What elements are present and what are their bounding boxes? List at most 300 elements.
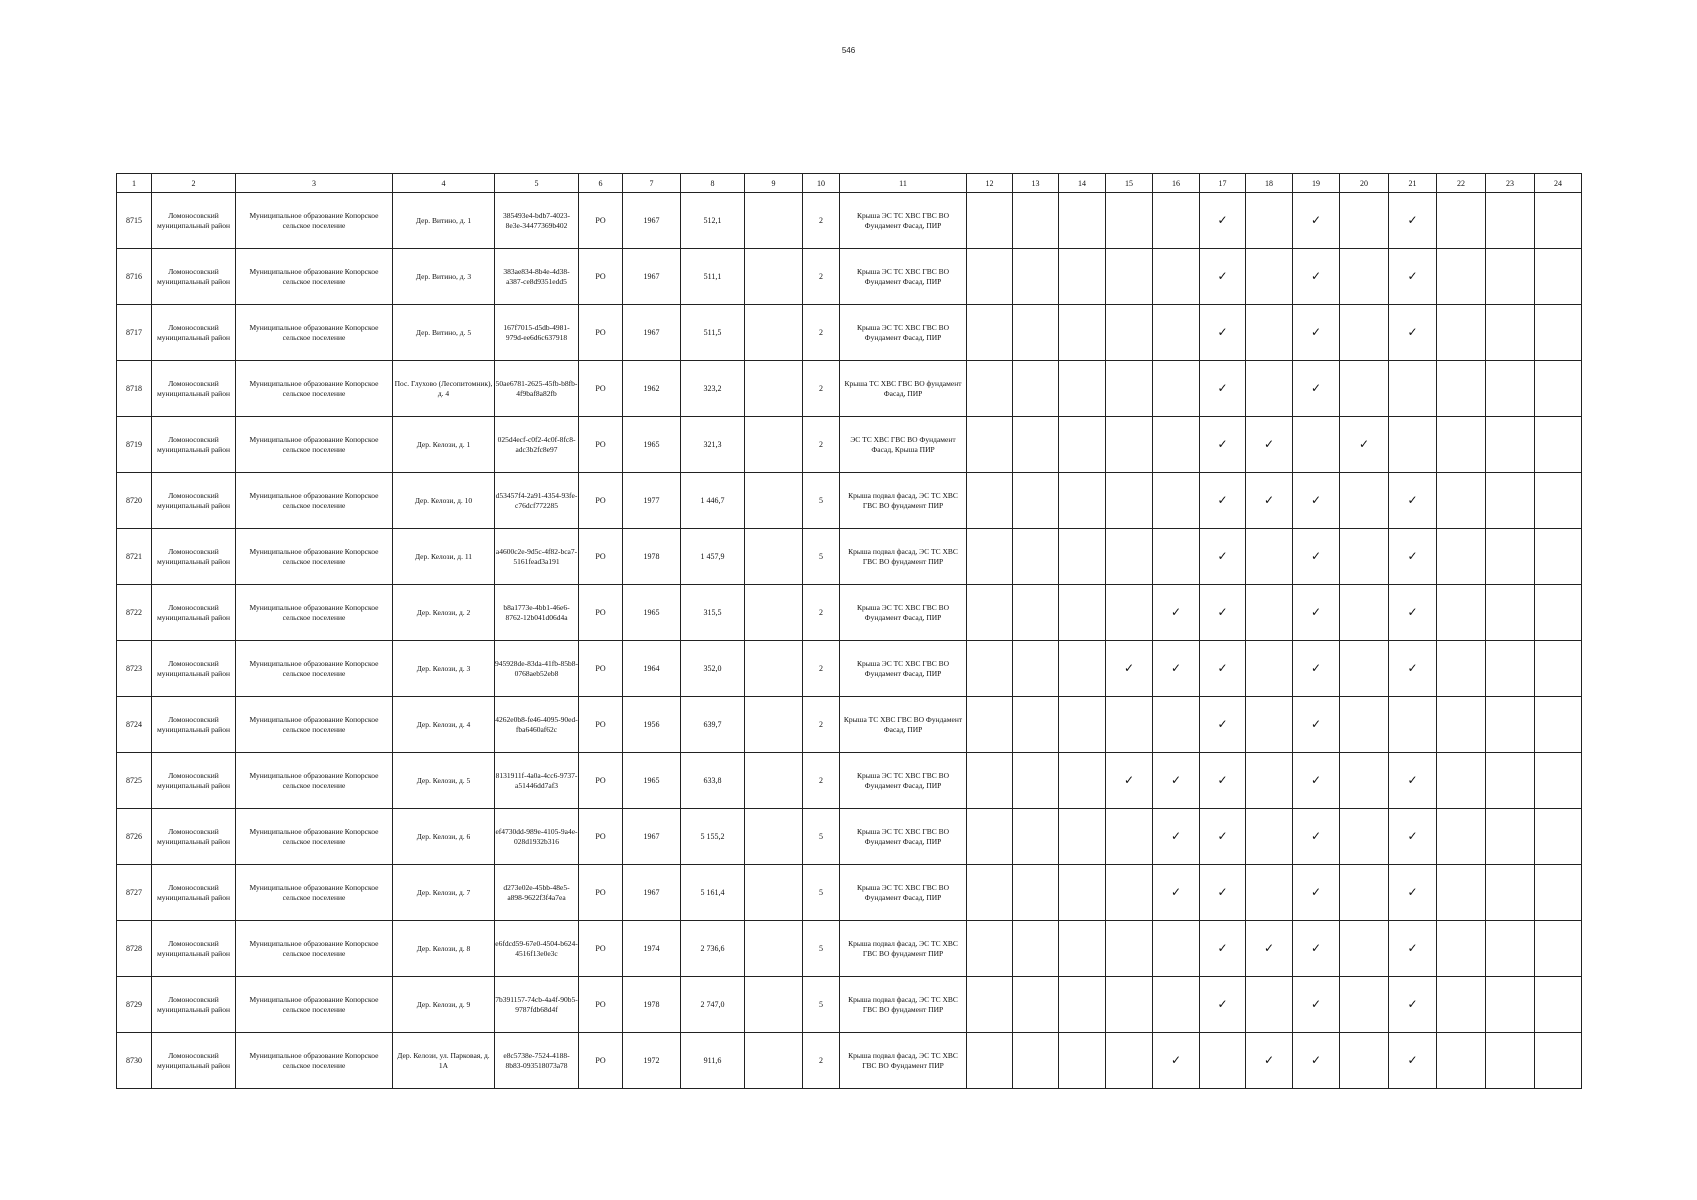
row-number: 8728	[117, 921, 152, 977]
column-15-cell	[1106, 361, 1153, 417]
column-header-23: 23	[1486, 174, 1535, 193]
column-13-cell	[1013, 417, 1059, 473]
column-21-cell	[1389, 249, 1437, 305]
check-mark-icon: ✓	[1407, 772, 1418, 787]
column-13-cell	[1013, 809, 1059, 865]
floors-cell: 5	[803, 921, 840, 977]
column-20-cell	[1340, 1033, 1389, 1089]
check-mark-icon: ✓	[1407, 996, 1418, 1011]
municipality-cell: Муниципальное образование Копорское сельское поселение	[236, 305, 393, 361]
table-row	[117, 529, 1582, 585]
guid-cell: 945928de-83da-41fb-85b8-0768aeb52eb8	[495, 641, 579, 697]
floors-cell: 2	[803, 641, 840, 697]
column-18-cell	[1246, 641, 1293, 697]
check-mark-icon: ✓	[1217, 268, 1228, 283]
floors-cell: 5	[803, 529, 840, 585]
column-13-cell	[1013, 585, 1059, 641]
column-21-cell	[1389, 585, 1437, 641]
guid-cell: d273e02e-45bb-48e5-a898-9622f3f4a7ea	[495, 865, 579, 921]
column-header-16: 16	[1153, 174, 1200, 193]
area-cell: 911,6	[681, 1033, 745, 1089]
year-cell: 1965	[623, 417, 681, 473]
column-22-cell	[1437, 417, 1486, 473]
column-18-cell	[1246, 697, 1293, 753]
column-22-cell	[1437, 193, 1486, 249]
check-mark-icon: ✓	[1217, 660, 1228, 675]
address-cell: Дер. Келози, д. 3	[393, 641, 495, 697]
guid-cell: d53457f4-2a91-4354-93fe-c76dcf772285	[495, 473, 579, 529]
column-18-cell	[1246, 1033, 1293, 1089]
check-mark-icon: ✓	[1310, 1052, 1322, 1067]
column-21-cell	[1389, 809, 1437, 865]
column-20-cell	[1340, 809, 1389, 865]
municipality-cell: Муниципальное образование Копорское сельское поселение	[236, 249, 393, 305]
column-15-cell	[1106, 809, 1153, 865]
check-mark-icon: ✓	[1263, 940, 1275, 955]
column-12-cell	[967, 529, 1013, 585]
column-15-cell	[1106, 865, 1153, 921]
district-cell: Ломоносовский муниципальный район	[152, 1033, 236, 1089]
column-header-7: 7	[623, 174, 681, 193]
column-19-cell	[1293, 249, 1340, 305]
check-mark-icon: ✓	[1310, 268, 1322, 283]
floors-cell: 2	[803, 249, 840, 305]
column-14-cell	[1059, 641, 1106, 697]
table-row	[117, 977, 1582, 1033]
column-13-cell	[1013, 921, 1059, 977]
address-cell: Дер. Келози, д. 5	[393, 753, 495, 809]
column-16-cell	[1153, 809, 1200, 865]
area-cell: 511,1	[681, 249, 745, 305]
column-22-cell	[1437, 697, 1486, 753]
address-cell: Пос. Глухово (Лесопитомник), д. 4	[393, 361, 495, 417]
column-14-cell	[1059, 1033, 1106, 1089]
column-23-cell	[1486, 193, 1535, 249]
column-19-cell	[1293, 529, 1340, 585]
year-cell: 1962	[623, 361, 681, 417]
area-cell: 511,5	[681, 305, 745, 361]
column-24-cell	[1535, 529, 1582, 585]
municipality-cell: Муниципальное образование Копорское сельское поселение	[236, 585, 393, 641]
column-header-21: 21	[1389, 174, 1437, 193]
column-19-cell	[1293, 417, 1340, 473]
area-cell: 5 161,4	[681, 865, 745, 921]
form-cell: РО	[579, 753, 623, 809]
column-17-cell	[1200, 1033, 1246, 1089]
column-header-12: 12	[967, 174, 1013, 193]
column-17-cell	[1200, 641, 1246, 697]
column-9-cell	[745, 1033, 803, 1089]
check-mark-icon: ✓	[1123, 772, 1135, 787]
column-14-cell	[1059, 473, 1106, 529]
check-mark-icon: ✓	[1170, 1052, 1182, 1067]
year-cell: 1967	[623, 249, 681, 305]
check-mark-icon: ✓	[1263, 436, 1275, 451]
row-number: 8726	[117, 809, 152, 865]
column-23-cell	[1486, 529, 1535, 585]
municipality-cell: Муниципальное образование Копорское сельское поселение	[236, 473, 393, 529]
year-cell: 1967	[623, 809, 681, 865]
column-20-cell	[1340, 977, 1389, 1033]
column-15-cell	[1106, 193, 1153, 249]
column-13-cell	[1013, 305, 1059, 361]
column-15-cell	[1106, 529, 1153, 585]
column-23-cell	[1486, 809, 1535, 865]
check-mark-icon: ✓	[1170, 828, 1182, 843]
column-23-cell	[1486, 641, 1535, 697]
column-21-cell	[1389, 193, 1437, 249]
area-cell: 323,2	[681, 361, 745, 417]
table-row	[117, 1033, 1582, 1089]
column-21-cell	[1389, 361, 1437, 417]
column-13-cell	[1013, 193, 1059, 249]
row-number: 8719	[117, 417, 152, 473]
column-24-cell	[1535, 697, 1582, 753]
works-cell: ЭС ТС ХВС ГВС ВО Фундамент Фасад, Крыша ПИР	[840, 417, 967, 473]
check-mark-icon: ✓	[1310, 884, 1322, 899]
address-cell: Дер. Келози, д. 11	[393, 529, 495, 585]
column-9-cell	[745, 361, 803, 417]
area-cell: 321,3	[681, 417, 745, 473]
column-24-cell	[1535, 753, 1582, 809]
floors-cell: 2	[803, 305, 840, 361]
column-16-cell	[1153, 473, 1200, 529]
column-17-cell	[1200, 305, 1246, 361]
address-cell: Дер. Келози, д. 7	[393, 865, 495, 921]
check-mark-icon: ✓	[1170, 660, 1182, 675]
column-header-13: 13	[1013, 174, 1059, 193]
form-cell: РО	[579, 809, 623, 865]
check-mark-icon: ✓	[1407, 828, 1418, 843]
column-24-cell	[1535, 921, 1582, 977]
check-mark-icon: ✓	[1217, 492, 1228, 507]
table-row	[117, 417, 1582, 473]
column-16-cell	[1153, 977, 1200, 1033]
column-22-cell	[1437, 977, 1486, 1033]
column-header-14: 14	[1059, 174, 1106, 193]
column-16-cell	[1153, 305, 1200, 361]
column-15-cell	[1106, 417, 1153, 473]
column-23-cell	[1486, 921, 1535, 977]
column-header-10: 10	[803, 174, 840, 193]
column-20-cell	[1340, 697, 1389, 753]
floors-cell: 2	[803, 361, 840, 417]
column-22-cell	[1437, 305, 1486, 361]
header-row	[117, 174, 1582, 193]
column-13-cell	[1013, 249, 1059, 305]
row-number: 8722	[117, 585, 152, 641]
column-23-cell	[1486, 753, 1535, 809]
table-row	[117, 697, 1582, 753]
column-12-cell	[967, 249, 1013, 305]
year-cell: 1978	[623, 529, 681, 585]
column-22-cell	[1437, 529, 1486, 585]
column-12-cell	[967, 753, 1013, 809]
column-24-cell	[1535, 361, 1582, 417]
guid-cell: 383ae834-8b4e-4d38-a387-ce8d9351edd5	[495, 249, 579, 305]
district-cell: Ломоносовский муниципальный район	[152, 585, 236, 641]
column-17-cell	[1200, 585, 1246, 641]
column-15-cell	[1106, 697, 1153, 753]
column-12-cell	[967, 921, 1013, 977]
column-18-cell	[1246, 529, 1293, 585]
form-cell: РО	[579, 865, 623, 921]
form-cell: РО	[579, 361, 623, 417]
column-23-cell	[1486, 305, 1535, 361]
column-21-cell	[1389, 977, 1437, 1033]
column-13-cell	[1013, 865, 1059, 921]
guid-cell: 167f7015-d5db-4981-979d-ee6d6c637918	[495, 305, 579, 361]
column-9-cell	[745, 753, 803, 809]
column-15-cell	[1106, 977, 1153, 1033]
column-12-cell	[967, 193, 1013, 249]
column-22-cell	[1437, 249, 1486, 305]
works-cell: Крыша подвал фасад, ЭС ТС ХВС ГВС ВО Фундамент ПИР	[840, 1033, 967, 1089]
column-19-cell	[1293, 809, 1340, 865]
column-21-cell	[1389, 865, 1437, 921]
form-cell: РО	[579, 305, 623, 361]
column-20-cell	[1340, 417, 1389, 473]
column-16-cell	[1153, 417, 1200, 473]
check-mark-icon: ✓	[1310, 324, 1322, 339]
column-13-cell	[1013, 473, 1059, 529]
column-16-cell	[1153, 585, 1200, 641]
table-row	[117, 305, 1582, 361]
column-14-cell	[1059, 697, 1106, 753]
column-18-cell	[1246, 977, 1293, 1033]
column-12-cell	[967, 361, 1013, 417]
district-cell: Ломоносовский муниципальный район	[152, 809, 236, 865]
column-12-cell	[967, 585, 1013, 641]
column-17-cell	[1200, 865, 1246, 921]
guid-cell: ef4730dd-989e-4105-9a4e-028d1932b316	[495, 809, 579, 865]
column-14-cell	[1059, 809, 1106, 865]
check-mark-icon: ✓	[1263, 1052, 1275, 1067]
check-mark-icon: ✓	[1407, 492, 1418, 507]
check-mark-icon: ✓	[1310, 380, 1322, 395]
works-cell: Крыша ТС ХВС ГВС ВО фундамент Фасад, ПИР	[840, 361, 967, 417]
address-cell: Дер. Келози, д. 9	[393, 977, 495, 1033]
area-cell: 633,8	[681, 753, 745, 809]
column-18-cell	[1246, 921, 1293, 977]
row-number: 8729	[117, 977, 152, 1033]
floors-cell: 2	[803, 193, 840, 249]
column-22-cell	[1437, 585, 1486, 641]
column-22-cell	[1437, 473, 1486, 529]
column-9-cell	[745, 249, 803, 305]
column-17-cell	[1200, 249, 1246, 305]
column-12-cell	[967, 977, 1013, 1033]
table-row	[117, 921, 1582, 977]
column-14-cell	[1059, 249, 1106, 305]
check-mark-icon: ✓	[1358, 436, 1370, 451]
form-cell: РО	[579, 1033, 623, 1089]
works-cell: Крыша ТС ХВС ГВС ВО Фундамент Фасад, ПИР	[840, 697, 967, 753]
check-mark-icon: ✓	[1217, 380, 1228, 395]
year-cell: 1967	[623, 305, 681, 361]
row-number: 8725	[117, 753, 152, 809]
column-17-cell	[1200, 193, 1246, 249]
column-23-cell	[1486, 361, 1535, 417]
column-14-cell	[1059, 921, 1106, 977]
guid-cell: 385493e4-bdb7-4023-8e3e-34477369b402	[495, 193, 579, 249]
column-14-cell	[1059, 417, 1106, 473]
address-cell: Дер. Келози, ул. Парковая, д. 1А	[393, 1033, 495, 1089]
column-13-cell	[1013, 1033, 1059, 1089]
column-23-cell	[1486, 977, 1535, 1033]
guid-cell: a4600c2e-9d5c-4f82-bca7-5161fead3a191	[495, 529, 579, 585]
table-row	[117, 753, 1582, 809]
municipality-cell: Муниципальное образование Копорское сельское поселение	[236, 809, 393, 865]
column-20-cell	[1340, 361, 1389, 417]
form-cell: РО	[579, 977, 623, 1033]
works-cell: Крыша ЭС ТС ХВС ГВС ВО Фундамент Фасад, ПИР	[840, 585, 967, 641]
table-body	[117, 193, 1582, 1089]
address-cell: Дер. Келози, д. 4	[393, 697, 495, 753]
check-mark-icon: ✓	[1170, 884, 1182, 899]
municipality-cell: Муниципальное образование Копорское сельское поселение	[236, 193, 393, 249]
column-14-cell	[1059, 585, 1106, 641]
column-16-cell	[1153, 529, 1200, 585]
column-17-cell	[1200, 753, 1246, 809]
column-12-cell	[967, 809, 1013, 865]
column-9-cell	[745, 193, 803, 249]
guid-cell: 025d4ecf-c0f2-4c0f-8fc8-adc3b2fc8e97	[495, 417, 579, 473]
column-16-cell	[1153, 921, 1200, 977]
form-cell: РО	[579, 921, 623, 977]
column-9-cell	[745, 809, 803, 865]
column-23-cell	[1486, 865, 1535, 921]
district-cell: Ломоносовский муниципальный район	[152, 921, 236, 977]
column-16-cell	[1153, 865, 1200, 921]
column-18-cell	[1246, 361, 1293, 417]
column-20-cell	[1340, 865, 1389, 921]
column-9-cell	[745, 641, 803, 697]
column-9-cell	[745, 977, 803, 1033]
check-mark-icon: ✓	[1170, 604, 1182, 619]
column-18-cell	[1246, 249, 1293, 305]
area-cell: 1 457,9	[681, 529, 745, 585]
column-13-cell	[1013, 361, 1059, 417]
column-16-cell	[1153, 1033, 1200, 1089]
column-20-cell	[1340, 473, 1389, 529]
check-mark-icon: ✓	[1310, 604, 1322, 619]
column-23-cell	[1486, 249, 1535, 305]
column-14-cell	[1059, 753, 1106, 809]
year-cell: 1974	[623, 921, 681, 977]
column-22-cell	[1437, 641, 1486, 697]
column-21-cell	[1389, 1033, 1437, 1089]
column-19-cell	[1293, 1033, 1340, 1089]
row-number: 8724	[117, 697, 152, 753]
form-cell: РО	[579, 697, 623, 753]
column-12-cell	[967, 305, 1013, 361]
column-20-cell	[1340, 753, 1389, 809]
works-cell: Крыша ЭС ТС ХВС ГВС ВО Фундамент Фасад, ПИР	[840, 753, 967, 809]
guid-cell: b8a1773e-4bb1-46e6-8762-12b041d06d4a	[495, 585, 579, 641]
check-mark-icon: ✓	[1310, 492, 1322, 507]
column-22-cell	[1437, 809, 1486, 865]
year-cell: 1972	[623, 1033, 681, 1089]
district-cell: Ломоносовский муниципальный район	[152, 753, 236, 809]
form-cell: РО	[579, 249, 623, 305]
check-mark-icon: ✓	[1310, 940, 1322, 955]
form-cell: РО	[579, 473, 623, 529]
column-13-cell	[1013, 753, 1059, 809]
address-cell: Дер. Келози, д. 6	[393, 809, 495, 865]
column-16-cell	[1153, 361, 1200, 417]
floors-cell: 2	[803, 697, 840, 753]
column-19-cell	[1293, 193, 1340, 249]
column-20-cell	[1340, 305, 1389, 361]
check-mark-icon: ✓	[1310, 828, 1322, 843]
row-number: 8730	[117, 1033, 152, 1089]
column-21-cell	[1389, 753, 1437, 809]
guid-cell: e8c5738e-7524-4188-8b83-093518073a78	[495, 1033, 579, 1089]
column-22-cell	[1437, 865, 1486, 921]
column-header-20: 20	[1340, 174, 1389, 193]
column-21-cell	[1389, 417, 1437, 473]
column-21-cell	[1389, 641, 1437, 697]
column-15-cell	[1106, 473, 1153, 529]
column-12-cell	[967, 473, 1013, 529]
column-17-cell	[1200, 921, 1246, 977]
column-19-cell	[1293, 361, 1340, 417]
municipality-cell: Муниципальное образование Копорское сельское поселение	[236, 977, 393, 1033]
works-cell: Крыша ЭС ТС ХВС ГВС ВО Фундамент Фасад, ПИР	[840, 809, 967, 865]
column-15-cell	[1106, 305, 1153, 361]
works-cell: Крыша подвал фасад, ЭС ТС ХВС ГВС ВО фундамент ПИР	[840, 473, 967, 529]
row-number: 8720	[117, 473, 152, 529]
guid-cell: 50ae6781-2625-45fb-b8fb-4f9baf8a82fb	[495, 361, 579, 417]
check-mark-icon: ✓	[1217, 212, 1228, 227]
column-19-cell	[1293, 641, 1340, 697]
column-header-5: 5	[495, 174, 579, 193]
column-header-4: 4	[393, 174, 495, 193]
column-20-cell	[1340, 249, 1389, 305]
address-cell: Дер. Келози, д. 10	[393, 473, 495, 529]
check-mark-icon: ✓	[1407, 324, 1418, 339]
area-cell: 512,1	[681, 193, 745, 249]
column-18-cell	[1246, 305, 1293, 361]
column-header-19: 19	[1293, 174, 1340, 193]
column-24-cell	[1535, 305, 1582, 361]
registry-table	[116, 173, 1582, 1089]
district-cell: Ломоносовский муниципальный район	[152, 865, 236, 921]
column-15-cell	[1106, 249, 1153, 305]
works-cell: Крыша ЭС ТС ХВС ГВС ВО Фундамент Фасад, ПИР	[840, 249, 967, 305]
row-number: 8723	[117, 641, 152, 697]
district-cell: Ломоносовский муниципальный район	[152, 529, 236, 585]
form-cell: РО	[579, 417, 623, 473]
column-18-cell	[1246, 809, 1293, 865]
column-17-cell	[1200, 361, 1246, 417]
check-mark-icon: ✓	[1217, 604, 1228, 619]
municipality-cell: Муниципальное образование Копорское сельское поселение	[236, 753, 393, 809]
floors-cell: 2	[803, 753, 840, 809]
column-19-cell	[1293, 921, 1340, 977]
column-17-cell	[1200, 417, 1246, 473]
column-header-11: 11	[840, 174, 967, 193]
floors-cell: 2	[803, 417, 840, 473]
district-cell: Ломоносовский муниципальный район	[152, 361, 236, 417]
column-20-cell	[1340, 641, 1389, 697]
column-19-cell	[1293, 473, 1340, 529]
page-number: 546	[841, 46, 856, 55]
column-header-22: 22	[1437, 174, 1486, 193]
column-24-cell	[1535, 977, 1582, 1033]
table-row	[117, 809, 1582, 865]
